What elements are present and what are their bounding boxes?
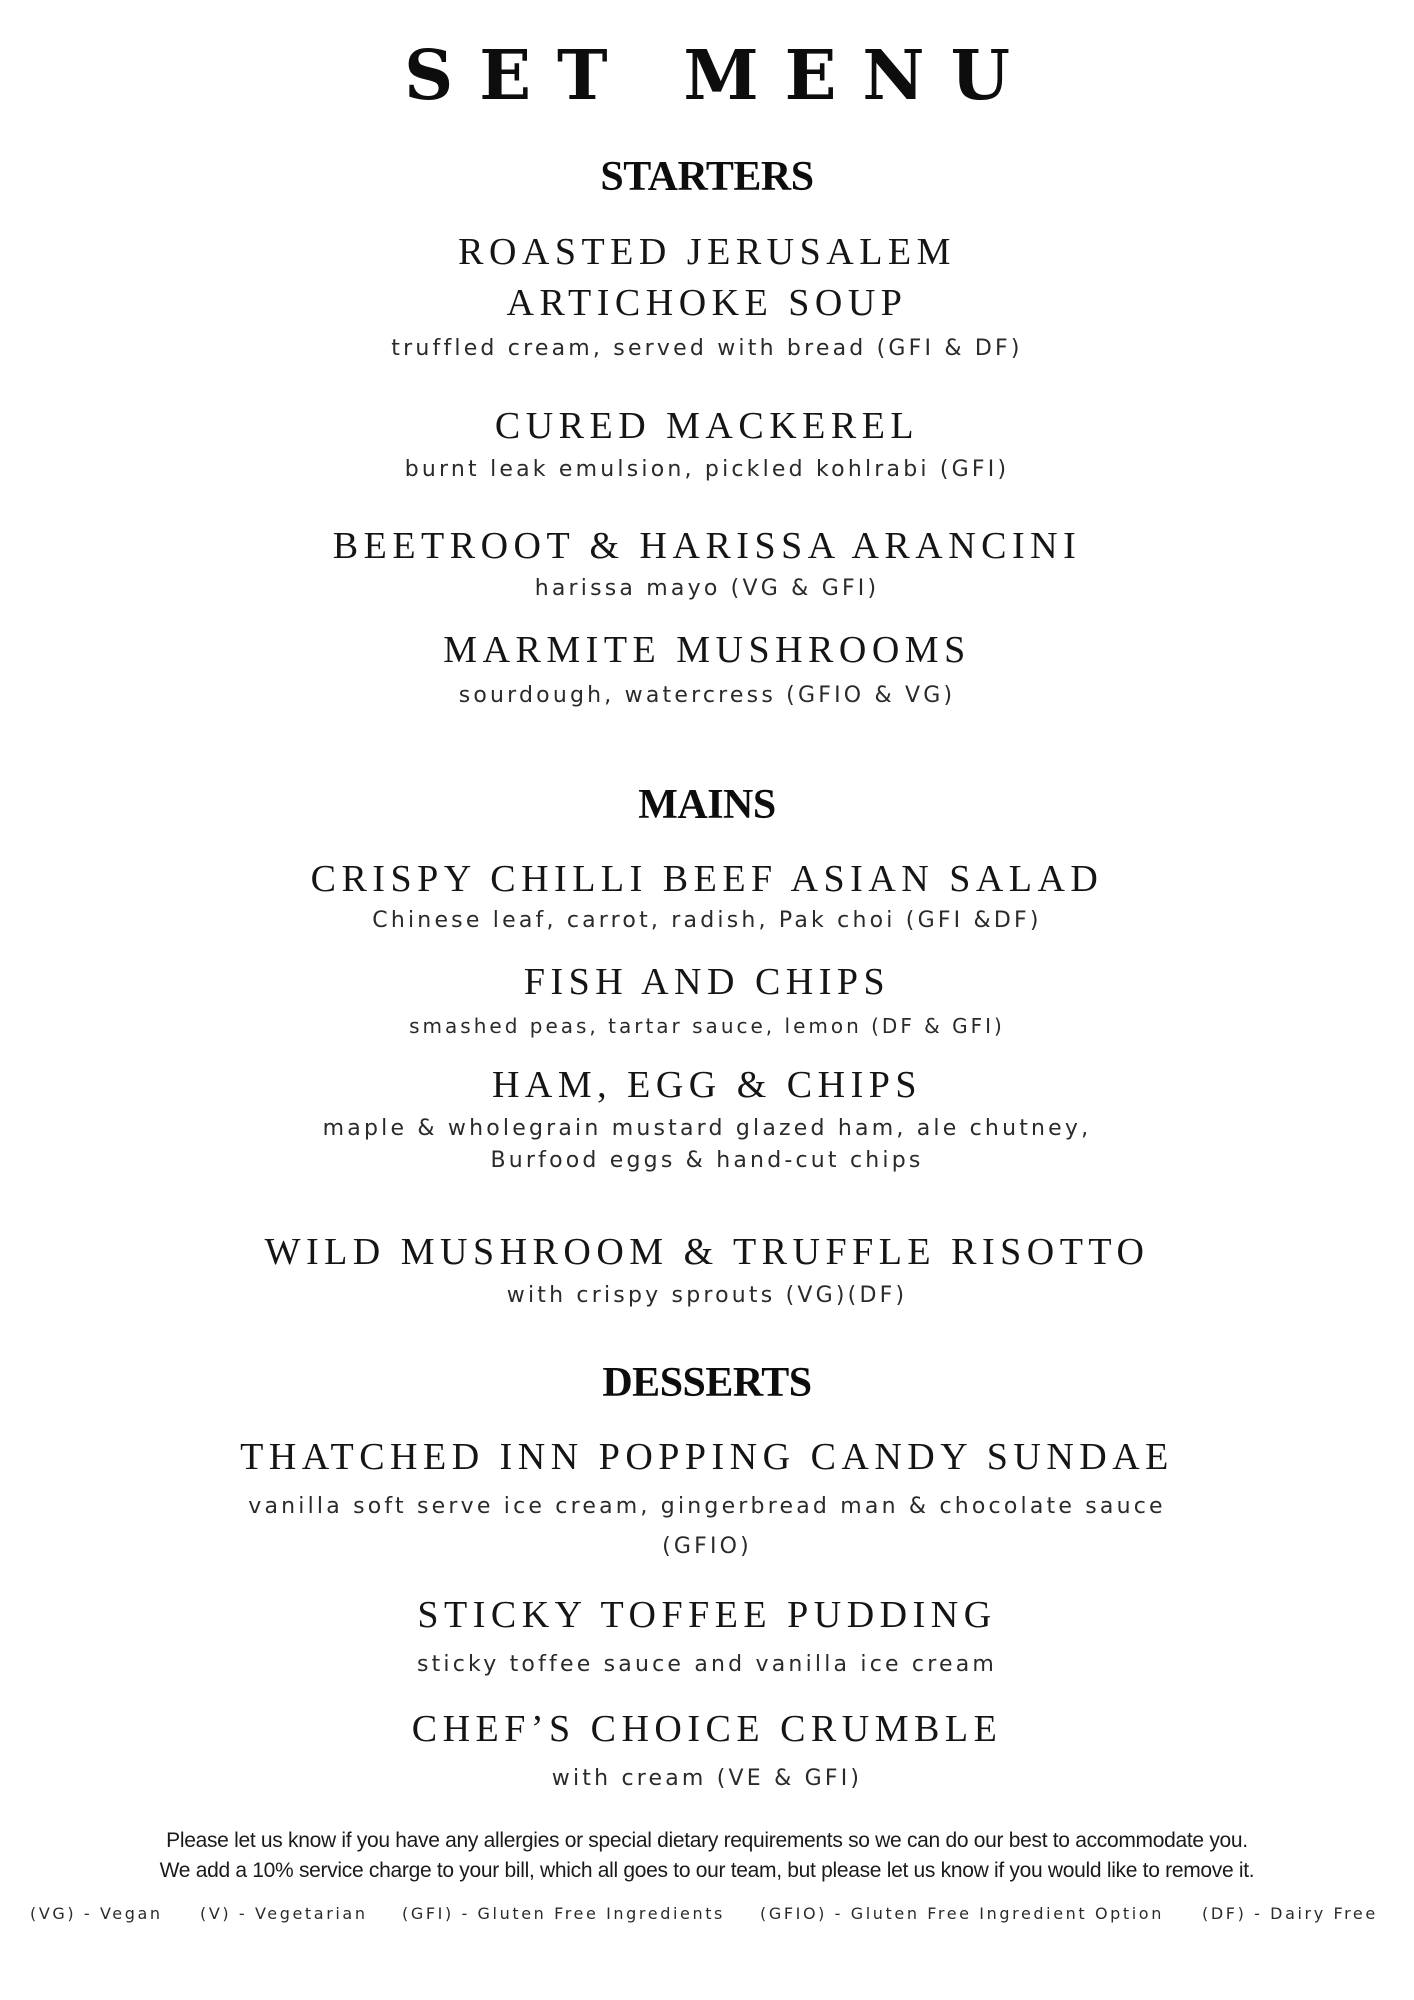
legend-item-gluten-free-ingredients: (GFI) - Gluten Free Ingredients: [402, 1904, 725, 1923]
menu-title: SET MENU: [404, 36, 1036, 116]
dish-description: (GFIO): [662, 1534, 752, 1559]
legend-item-vegetarian: (V) - Vegetarian: [200, 1904, 368, 1923]
dish-name: WILD MUSHROOM & TRUFFLE RISOTTO: [264, 1231, 1150, 1273]
dish-description: smashed peas, tartar sauce, lemon (DF & GFI): [409, 1014, 1005, 1038]
dish-description: with crispy sprouts (VG)(DF): [506, 1283, 908, 1308]
service-charge-notice: We add a 10% service charge to your bill, which all goes to our team, but please let us know if you would like to remove it.: [159, 1859, 1255, 1882]
section-heading-desserts: DESSERTS: [602, 1360, 812, 1406]
dish-description: truffled cream, served with bread (GFI & DF): [391, 336, 1023, 361]
dish-description: Chinese leaf, carrot, radish, Pak choi (GFI &DF): [372, 908, 1042, 933]
dietary-legend: [0, 1904, 1414, 1934]
dish-name: MARMITE MUSHROOMS: [443, 629, 971, 671]
legend-item-dairy-free: (DF) - Dairy Free: [1202, 1904, 1378, 1923]
dish-description: harissa mayo (VG & GFI): [534, 576, 880, 601]
dish-name: CHEF’S CHOICE CRUMBLE: [411, 1708, 1003, 1750]
dish-description: sourdough, watercress (GFIO & VG): [458, 683, 956, 708]
dish-description: vanilla soft serve ice cream, gingerbread man & chocolate sauce: [248, 1494, 1166, 1519]
dish-description: Burfood eggs & hand-cut chips: [490, 1148, 924, 1173]
dish-name: ROASTED JERUSALEM: [458, 231, 956, 273]
legend-item-gluten-free-option: (GFIO) - Gluten Free Ingredient Option: [760, 1904, 1164, 1923]
section-heading-mains: MAINS: [638, 782, 776, 828]
dish-description: with cream (VE & GFI): [551, 1766, 863, 1791]
dish-name: FISH AND CHIPS: [523, 961, 891, 1003]
dish-name: ARTICHOKE SOUP: [506, 282, 908, 324]
dish-description: burnt leak emulsion, pickled kohlrabi (GFI): [404, 457, 1010, 482]
dish-name: CURED MACKEREL: [494, 405, 920, 447]
legend-item-vegan: (VG) - Vegan: [30, 1904, 163, 1923]
dish-description: sticky toffee sauce and vanilla ice cream: [416, 1652, 998, 1677]
dish-name: THATCHED INN POPPING CANDY SUNDAE: [240, 1436, 1174, 1478]
dish-name: BEETROOT & HARISSA ARANCINI: [332, 525, 1082, 567]
section-heading-starters: STARTERS: [600, 154, 814, 200]
dish-name: CRISPY CHILLI BEEF ASIAN SALAD: [310, 858, 1104, 900]
dish-name: STICKY TOFFEE PUDDING: [417, 1594, 997, 1636]
dish-description: maple & wholegrain mustard glazed ham, ale chutney,: [322, 1116, 1092, 1141]
dish-name: HAM, EGG & CHIPS: [491, 1064, 923, 1106]
allergy-notice: Please let us know if you have any allergies or special dietary requirements so we can do our best to accommodate you.: [166, 1829, 1248, 1852]
